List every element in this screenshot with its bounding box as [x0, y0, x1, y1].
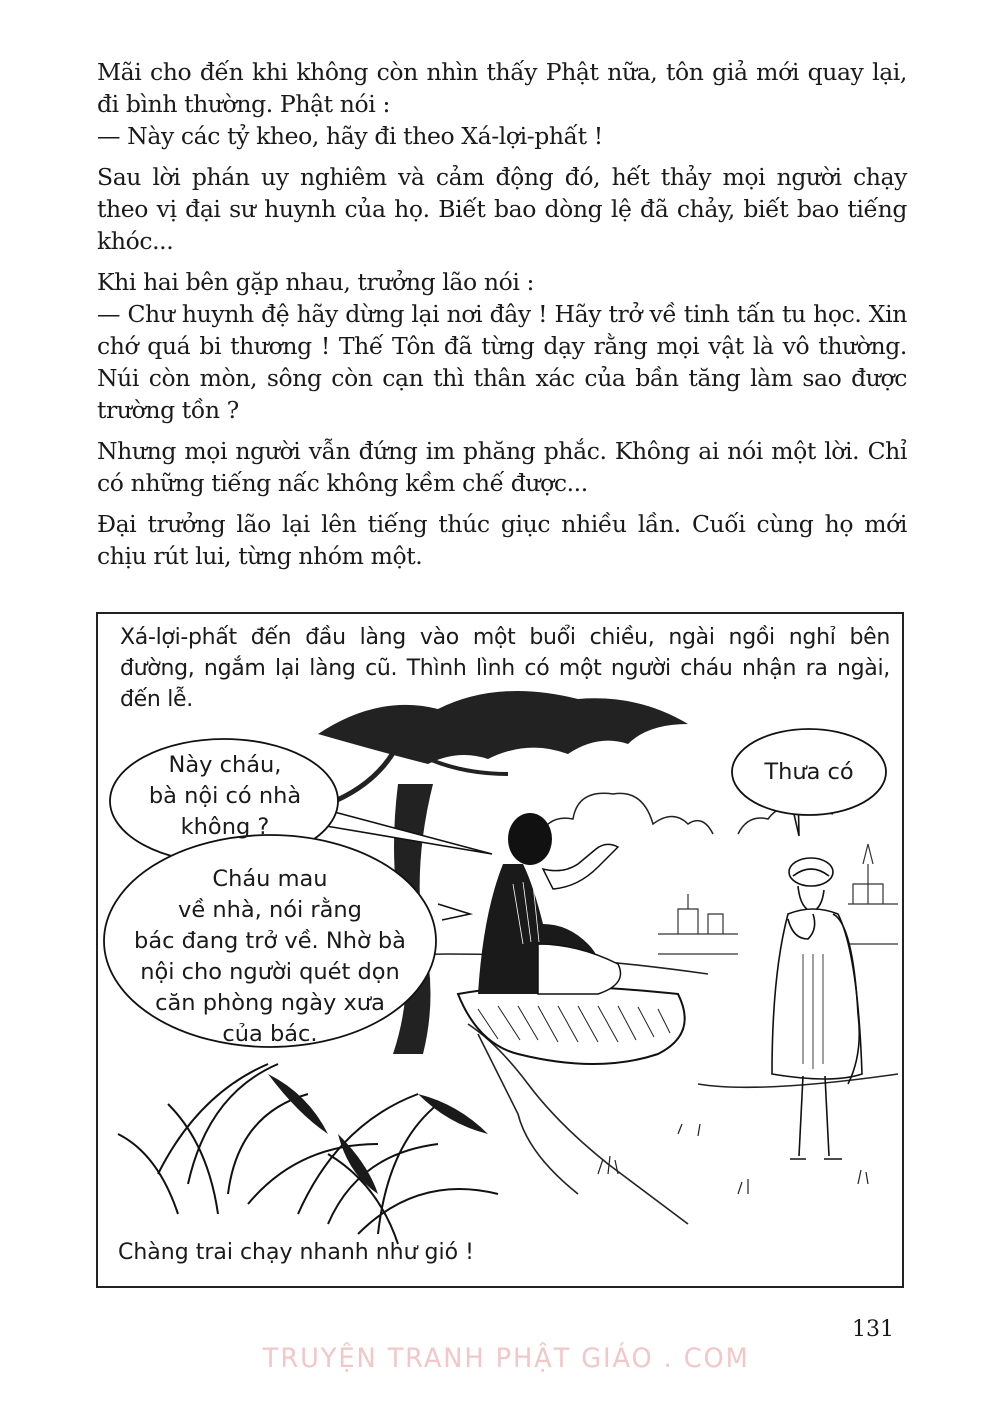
bubble-line: Thưa có: [764, 759, 854, 785]
bubble-line: bà nội có nhà: [148, 783, 302, 809]
bubble-line: Cháu mau: [212, 866, 328, 892]
town-icon: [658, 844, 898, 954]
paragraph: Nhưng mọi người vẫn đứng im phăng phắc. Không ai nói một lời. Chỉ có những tiếng nấc không kềm chế được...: [97, 437, 907, 497]
paragraph: Sau lời phán uy nghiêm và cảm động đó, hết thảy mọi người chạy theo vị đại sư huynh của họ. Biết bao dòng lệ đã chảy, biết bao tiếng khóc...: [97, 163, 907, 255]
paragraph-dialogue: — Này các tỷ kheo, hãy đi theo Xá-lợi-phất !: [97, 122, 603, 150]
watermark: TRUYỆN TRANH PHẬT GIÁO . COM: [262, 1343, 750, 1374]
page-number: 131: [852, 1317, 894, 1342]
plants-shading: [268, 1074, 488, 1194]
bubble-line: nội cho người quét dọn: [140, 959, 400, 985]
panel-caption-top: Xá-lợi-phất đến đầu làng vào một buổi chiều, ngài ngồi nghỉ bên đường, ngắm lại làng cũ. Thình lình có một người cháu nhận ra ngài, đến lễ.: [120, 625, 890, 712]
bubble-line: Này cháu,: [168, 752, 282, 778]
speech-bubble-monk-question: [120, 750, 330, 843]
monk-figure-icon: [478, 813, 621, 994]
speech-bubble-monk-request: [110, 864, 430, 1050]
bubble-line: về nhà, nói rằng: [178, 897, 362, 923]
comic-panel: [96, 612, 904, 1288]
paragraph: Mãi cho đến khi không còn nhìn thấy Phật nữa, tôn giả mới quay lại, đi bình thường. Phật nói :: [97, 58, 907, 118]
paragraph: Đại trưởng lão lại lên tiếng thúc giục nhiều lần. Cuối cùng họ mới chịu rút lui, từng nhóm một.: [97, 510, 907, 570]
bubble-line: bác đang trở về. Nhờ bà: [134, 928, 406, 954]
bubble-line: không ?: [180, 814, 270, 840]
plants-icon: [118, 1064, 498, 1244]
standing-man-icon: [772, 858, 862, 1159]
paragraph-dialogue: — Chư huynh đệ hãy dừng lại nơi đây ! Hãy trở về tinh tấn tu học. Xin chớ quá bi thương ! Thế Tôn đã từng dạy rằng mọi vật là vô thường. Núi còn mòn, sông còn cạn thì thân xác của bần tăng làm sao được trường tồn ?: [97, 300, 907, 424]
rock-icon: [458, 987, 685, 1065]
prose-body: [97, 56, 907, 581]
panel-caption-bottom: Chàng trai chạy nhanh như gió !: [118, 1240, 474, 1265]
bubble-line: căn phòng ngày xưa: [155, 990, 385, 1016]
paragraph: Khi hai bên gặp nhau, trưởng lão nói :: [97, 268, 535, 296]
bubble-line: của bác.: [222, 1021, 318, 1047]
speech-bubble-nephew-reply: [738, 757, 880, 788]
